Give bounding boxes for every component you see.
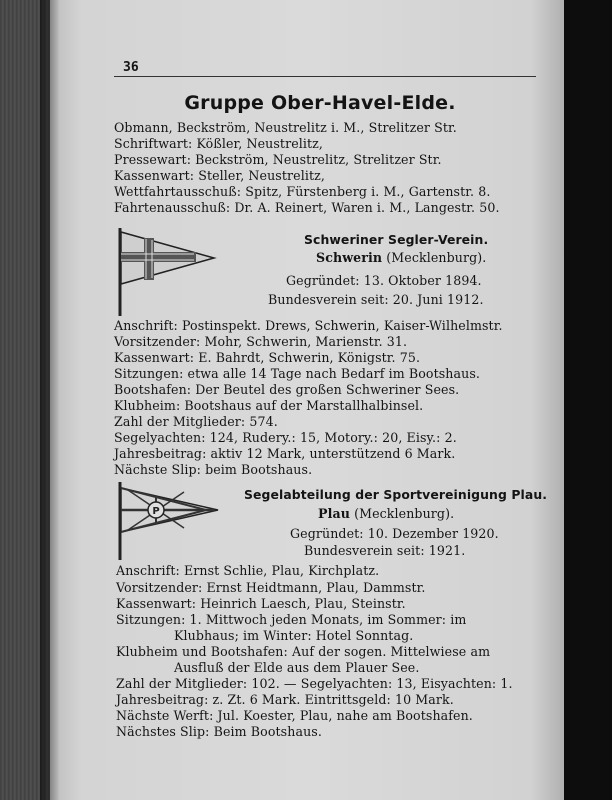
club2-place-region: (Mecklenburg).	[349, 506, 455, 521]
plau-pennant-icon	[116, 480, 226, 562]
club2-place	[318, 506, 454, 521]
club2-detail: Sitzungen: 1. Mittwoch jeden Monats, im Sommer: im	[116, 612, 467, 627]
club2-detail: Nächste Werft: Jul. Koester, Plau, nahe am Bootshafen.	[116, 708, 473, 723]
group-title: Gruppe Ober-Havel-Elde.	[184, 92, 456, 114]
officer-line: Obmann, Beckström, Neustrelitz i. M., Strelitzer Str.	[114, 120, 457, 135]
officer-line: Pressewart: Beckström, Neustrelitz, Strelitzer Str.	[114, 152, 442, 167]
club1-place-city: Schwerin	[316, 250, 383, 265]
club2-detail: Ausfluß der Elde aus dem Plauer See.	[174, 660, 420, 675]
club1-detail: Jahresbeitrag: aktiv 12 Mark, unterstützend 6 Mark.	[114, 446, 456, 461]
page-number: 36	[123, 60, 139, 75]
plau-pennant-letter: P	[152, 506, 160, 517]
club1-detail: Zahl der Mitglieder: 574.	[114, 414, 278, 429]
officer-line: Fahrtenausschuß: Dr. A. Reinert, Waren i. M., Langestr. 50.	[114, 200, 500, 215]
club1-detail: Anschrift: Postinspekt. Drews, Schwerin, Kaiser-Wilhelmstr.	[114, 318, 503, 333]
club1-detail: Nächste Slip: beim Bootshaus.	[114, 462, 313, 477]
officer-line: Kassenwart: Steller, Neustrelitz,	[114, 168, 325, 183]
club2-detail: Kassenwart: Heinrich Laesch, Plau, Steinstr.	[116, 596, 406, 611]
club2-detail: Anschrift: Ernst Schlie, Plau, Kirchplatz.	[116, 563, 380, 578]
club2-detail: Vorsitzender: Ernst Heidtmann, Plau, Dammstr.	[116, 580, 426, 595]
club2-detail: Klubhaus; im Winter: Hotel Sonntag.	[174, 628, 414, 643]
club2-detail: Nächstes Slip: Beim Bootshaus.	[116, 724, 322, 739]
header-rule	[114, 76, 536, 77]
club1-detail: Segelyachten: 124, Rudery.: 15, Motory.: 20, Eisy.: 2.	[114, 430, 457, 445]
club1-detail: Bootshafen: Der Beutel des großen Schweriner Sees.	[114, 382, 460, 397]
schwerin-pennant-icon	[116, 226, 220, 318]
officer-line: Wettfahrtausschuß: Spitz, Fürstenberg i. M., Gartenstr. 8.	[114, 184, 491, 199]
club1-place	[316, 250, 486, 265]
club2-name: Segelabteilung der Sportvereinigung Plau.	[244, 487, 548, 502]
club2-detail: Jahresbeitrag: z. Zt. 6 Mark. Eintrittsgeld: 10 Mark.	[116, 692, 454, 707]
club1-founded: Gegründet: 13. Oktober 1894.	[286, 273, 482, 288]
club1-detail: Sitzungen: etwa alle 14 Tage nach Bedarf im Bootshaus.	[114, 366, 481, 381]
officer-line: Schriftwart: Kößler, Neustrelitz,	[114, 136, 323, 151]
spine-shadow	[40, 0, 60, 800]
club1-detail: Kassenwart: E. Bahrdt, Schwerin, Königstr. 75.	[114, 350, 421, 365]
book-page	[50, 0, 572, 800]
club1-federation: Bundesverein seit: 20. Juni 1912.	[268, 292, 484, 307]
club1-detail: Vorsitzender: Mohr, Schwerin, Marienstr. 31.	[114, 334, 408, 349]
club1-name: Schweriner Segler-Verein.	[304, 232, 489, 247]
club1-place-region: (Mecklenburg).	[382, 250, 487, 265]
club2-detail: Zahl der Mitglieder: 102. — Segelyachten: 13, Eisyachten: 1.	[116, 676, 513, 691]
club2-place-city: Plau	[318, 506, 350, 521]
background-right	[564, 0, 612, 800]
club2-founded: Gegründet: 10. Dezember 1920.	[290, 526, 499, 541]
club1-detail: Klubheim: Bootshaus auf der Marstallhalbinsel.	[114, 398, 424, 413]
club2-detail: Klubheim und Bootshafen: Auf der sogen. Mittelwiese am	[116, 644, 491, 659]
club2-federation: Bundesverein seit: 1921.	[304, 543, 466, 558]
